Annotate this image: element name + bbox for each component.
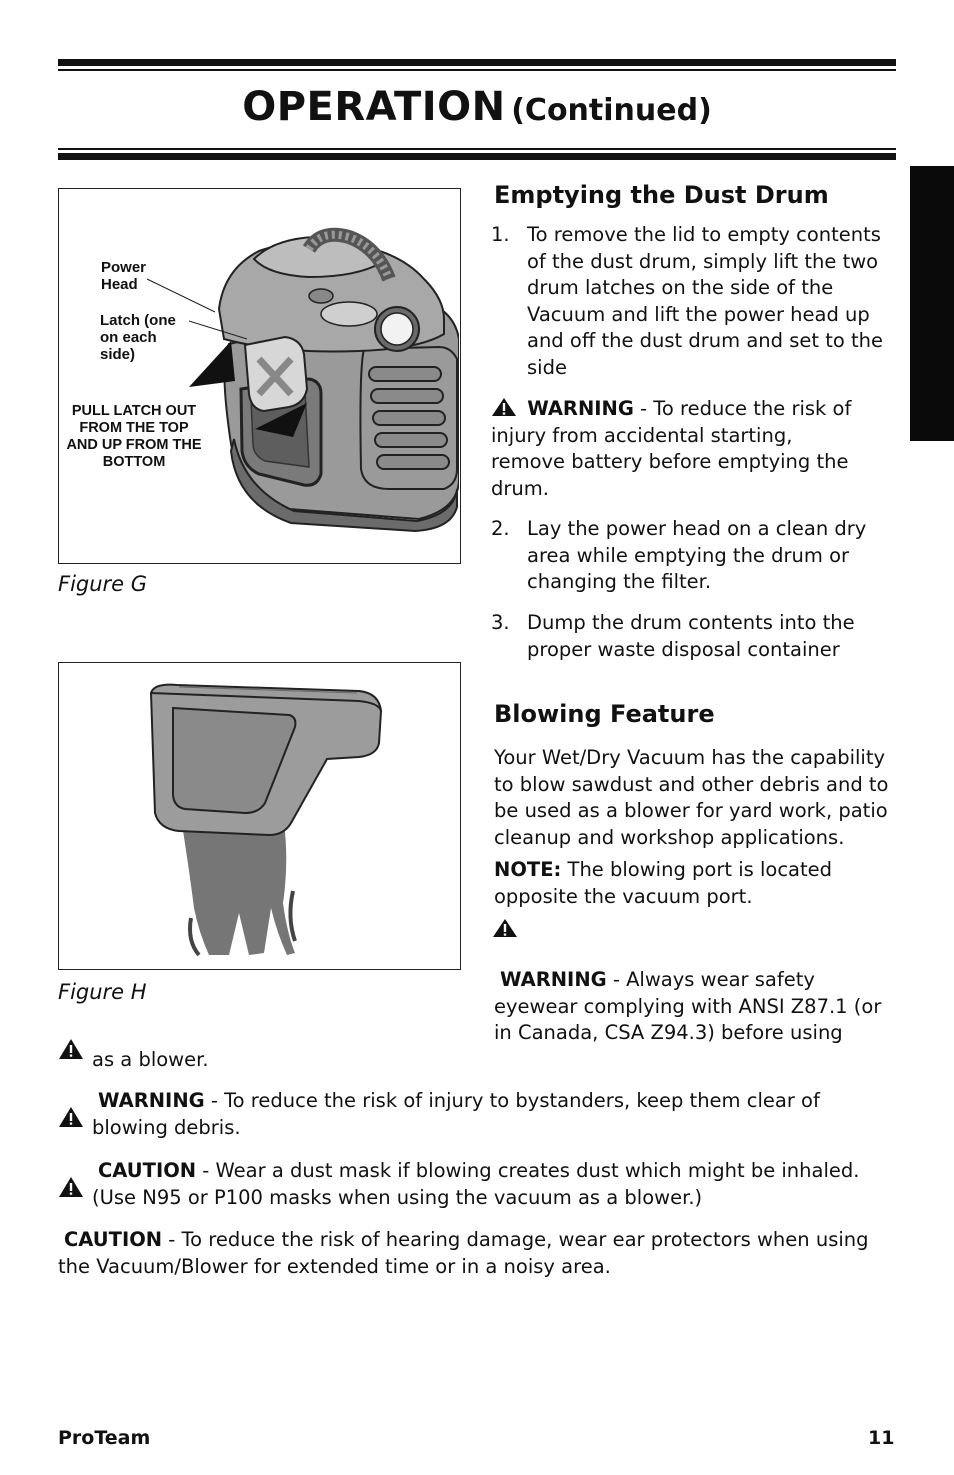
figure-g-caption: Figure G	[58, 572, 148, 596]
footer-brand: ProTeam	[58, 1427, 151, 1449]
blowing-caution-dust-mask	[92, 1158, 896, 1211]
step-text: Dump the drum contents into the proper waste disposal container	[527, 611, 855, 661]
label-power-head: Power Head	[101, 259, 147, 293]
step-text: To remove the lid to empty contents of the dust drum, simply lift the two drum latches on the side of the Vacuum and lift the power head up and off the dust drum and set to the side	[527, 223, 883, 379]
footer-page-number: 11	[868, 1427, 895, 1449]
header-rule-bottom-thick	[58, 153, 896, 160]
caution-text: - Wear a dust mask if blowing creates dust which might be inhaled.	[196, 1159, 860, 1182]
warning-text-cont: blowing debris.	[92, 1115, 241, 1139]
blowing-heading: Blowing Feature	[494, 700, 715, 728]
caution-text-cont: (Use N95 or P100 masks when using the vacuum as a blower.)	[92, 1185, 703, 1209]
figure-g-box	[58, 188, 461, 564]
page-title-main: OPERATION	[242, 84, 506, 130]
warning-text: - Always wear safety eyewear complying with ANSI Z87.1 (or in Canada, CSA Z94.3) before using	[494, 968, 882, 1045]
label-pull-latch: PULL LATCH OUT FROM THE TOP AND UP FROM THE BOTTOM	[66, 403, 202, 470]
blowing-warning-bystanders	[92, 1088, 892, 1141]
figure-h-caption: Figure H	[58, 980, 147, 1004]
label-latch: Latch (one on each side)	[100, 312, 176, 363]
drum-illustration	[59, 663, 459, 968]
section-side-tab	[910, 166, 954, 441]
step-number: 1.	[491, 223, 510, 246]
emptying-heading: Emptying the Dust Drum	[494, 181, 829, 209]
figure-h-box	[58, 662, 461, 970]
vacuum-illustration	[59, 189, 459, 562]
step-text: Lay the power head on a clean dry area while emptying the drum or changing the filter.	[527, 517, 867, 594]
warning-label: WARNING	[98, 1089, 205, 1112]
emptying-warning	[491, 396, 871, 502]
warning-triangle-icon	[491, 397, 517, 417]
page-title-sub: (Continued)	[511, 93, 712, 128]
note-label: NOTE:	[494, 858, 562, 881]
header-rule-top-thin	[58, 69, 896, 71]
emptying-step-2	[491, 516, 896, 596]
emptying-step-3	[491, 610, 896, 663]
blowing-caution-hearing	[58, 1227, 896, 1280]
caution-label: CAUTION	[98, 1159, 197, 1182]
warning-text: - To reduce the risk of injury to bystanders, keep them clear of	[204, 1089, 820, 1112]
step-number: 3.	[491, 611, 510, 634]
header-rule-top-thick	[58, 59, 896, 66]
blowing-warning-eyewear-cont: as a blower.	[92, 1048, 209, 1071]
warning-label: WARNING	[500, 968, 607, 991]
note-text: The blowing port is located opposite the vacuum port.	[494, 858, 833, 908]
blowing-warning-eyewear	[494, 967, 889, 1047]
blowing-paragraph: Your Wet/Dry Vacuum has the capability to blow sawdust and other debris and to be used as a blower for yard work, patio cleanup and workshop applications.	[494, 746, 889, 849]
warning-text: - To reduce the risk of injury from accidental starting, remove battery before emptying the drum.	[491, 397, 852, 500]
step-number: 2.	[491, 517, 510, 540]
page-title	[58, 84, 896, 130]
warning-triangle-icon	[58, 1038, 84, 1060]
warning-triangle-icon	[58, 1176, 84, 1198]
blowing-note	[494, 857, 854, 910]
warning-triangle-icon	[492, 918, 518, 938]
caution-label: CAUTION	[64, 1228, 163, 1251]
emptying-step-1	[491, 222, 896, 382]
caution-text: - To reduce the risk of hearing damage, wear ear protectors when using the Vacuum/Blower for extended time or in a noisy area.	[58, 1228, 869, 1278]
warning-triangle-icon	[58, 1106, 84, 1128]
header-rule-bottom-thin	[58, 148, 896, 150]
warning-label: WARNING	[527, 397, 634, 420]
